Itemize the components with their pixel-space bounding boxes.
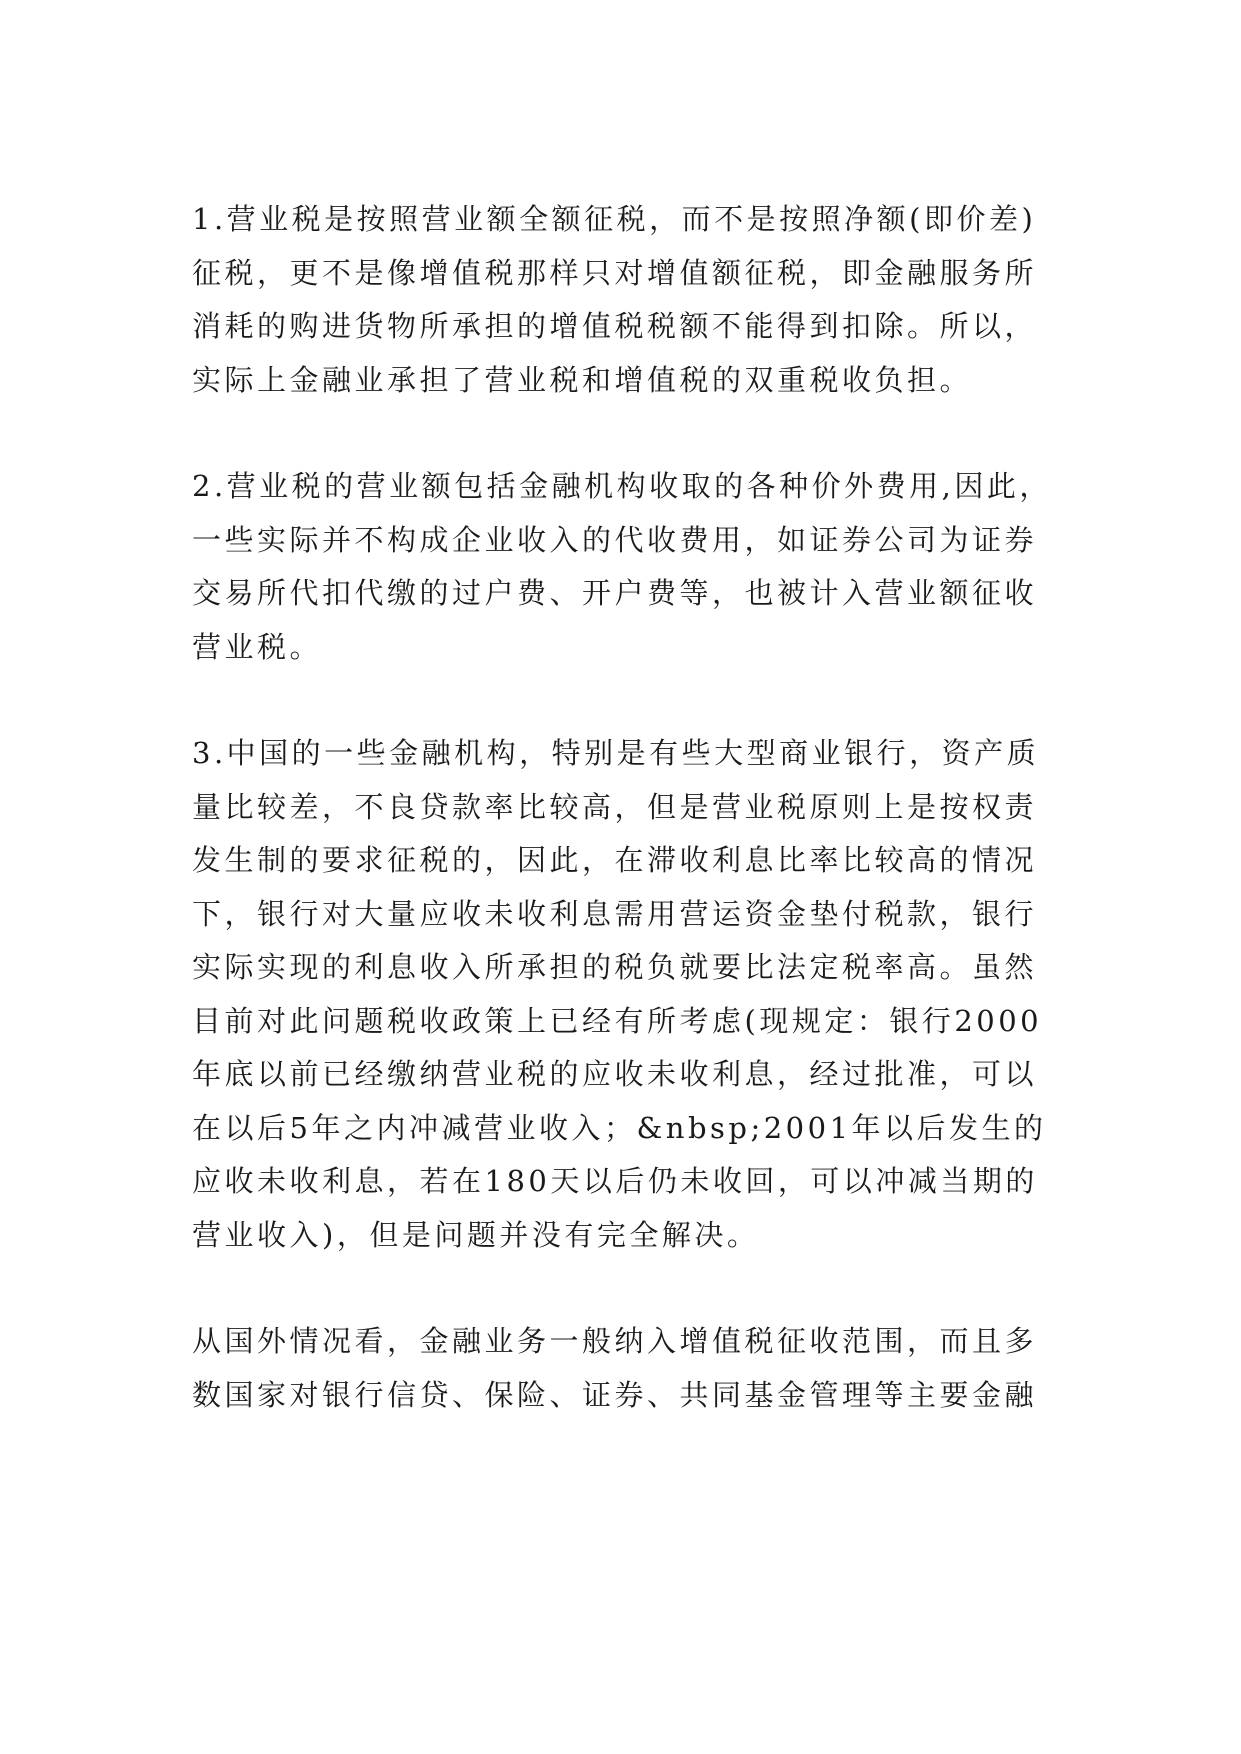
paragraph-4: 从国外情况看，金融业务一般纳入增值税征收范围，而且多数国家对银行信贷、保险、证券、共同基金管理等主要金融: [192, 1324, 1038, 1412]
paragraph-1: 1.营业税是按照营业额全额征税，而不是按照净额(即价差)征税，更不是像增值税那样只对增值额征税，即金融服务所消耗的购进货物所承担的增值税税额不能得到扣除。所以，实际上金融业承担了营业税和增值税的双重税收负担。: [192, 202, 1038, 397]
paragraph-3: 3.中国的一些金融机构，特别是有些大型商业银行，资产质量比较差，不良贷款率比较高，但是营业税原则上是按权责发生制的要求征税的，因此，在滞收利息比率比较高的情况下，银行对大量应收未收利息需用营运资金垫付税款，银行实际实现的利息收入所承担的税负就要比法定税率高。虽然目前对此问题税收政策上已经有所考虑(现规定：银行2000年底以前已经缴纳营业税的应收未收利息，经过批准，可以在以后5年之内冲减营业收入；&nbsp;2001年以后发生的应收未收利息，若在180天以后仍未收回，可以冲减当期的营业收入)，但是问题并没有完全解决。: [192, 736, 1047, 1252]
document-body: [192, 193, 1064, 1475]
paragraph-2: 2.营业税的营业额包括金融机构收取的各种价外费用,因此，一些实际并不构成企业收入的代收费用，如证券公司为证券交易所代扣代缴的过户费、开户费等，也被计入营业额征收营业税。: [192, 469, 1052, 664]
